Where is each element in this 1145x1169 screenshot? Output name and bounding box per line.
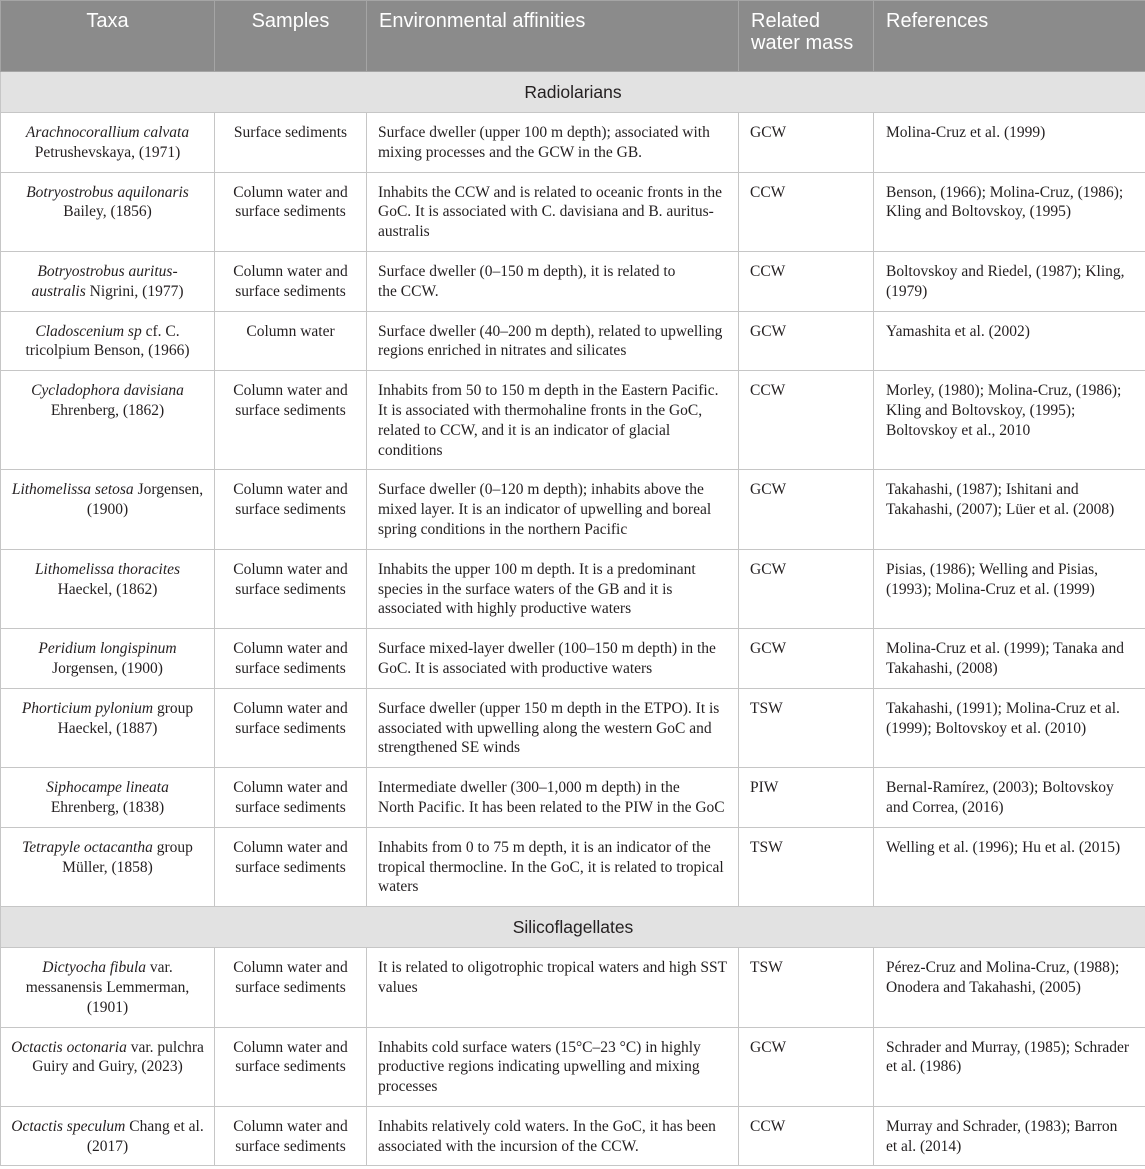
- water-mass-cell: GCW: [739, 311, 874, 371]
- table-row: [1, 1027, 1145, 1106]
- table-row: [1, 629, 1145, 689]
- environmental-affinities-cell: Intermediate dweller (300–1,000 m depth) in the North Pacific. It has been related to the PIW in the GoC: [367, 768, 739, 828]
- taxon-authority: group Haeckel, (1887): [57, 699, 194, 737]
- references-cell: Murray and Schrader, (1983); Barron et al. (2014): [874, 1106, 1145, 1166]
- taxon-name: Lithomelissa setosa: [11, 481, 134, 499]
- taxa-cell: [1, 549, 215, 628]
- environmental-affinities-cell: Inhabits from 0 to 75 m depth, it is an indicator of the tropical thermocline. In the GoC, it is related to tropical waters: [367, 827, 739, 906]
- taxon-name: Lithomelissa thoracites: [34, 560, 181, 578]
- taxa-cell: [1, 1027, 215, 1106]
- references-cell: Pisias, (1986); Welling and Pisias, (1993); Molina-Cruz et al. (1999): [874, 549, 1145, 628]
- header-references: References: [874, 1, 1145, 72]
- section-row-silicoflagellates: [1, 907, 1145, 948]
- taxon-name: Phorticium pylonium: [21, 699, 154, 717]
- water-mass-cell: GCW: [739, 549, 874, 628]
- samples-cell: Column water and surface sediments: [215, 549, 367, 628]
- taxon-authority: var. pulchra Guiry and Guiry, (2023): [32, 1038, 204, 1076]
- references-cell: Takahashi, (1991); Molina-Cruz et al. (1999); Boltovskoy et al. (2010): [874, 688, 1145, 767]
- taxon-name: Siphocampe lineata: [46, 779, 169, 797]
- taxon-authority: Ehrenberg, (1838): [50, 798, 165, 816]
- environmental-affinities-cell: Inhabits from 50 to 150 m depth in the Eastern Pacific. It is associated with thermohaline fronts in the GoC, related to CCW, and it is an indicator of glacial conditions: [367, 371, 739, 470]
- references-cell: Morley, (1980); Molina-Cruz, (1986); Kling and Boltovskoy, (1995); Boltovskoy et al., 2010: [874, 371, 1145, 470]
- taxon-authority: Haeckel, (1862): [57, 580, 158, 598]
- taxon-authority: Nigrini, (1977): [85, 282, 184, 300]
- water-mass-cell: PIW: [739, 768, 874, 828]
- samples-cell: Column water and surface sediments: [215, 768, 367, 828]
- references-cell: Molina-Cruz et al. (1999); Tanaka and Takahashi, (2008): [874, 629, 1145, 689]
- samples-cell: Column water and surface sediments: [215, 629, 367, 689]
- taxon-authority: var. messanensis Lemmerman, (1901): [25, 959, 190, 1016]
- header-related-water-mass: Related water mass: [739, 1, 874, 72]
- header-taxa: Taxa: [1, 1, 215, 72]
- samples-cell: Column water and surface sediments: [215, 1027, 367, 1106]
- water-mass-cell: CCW: [739, 371, 874, 470]
- environmental-affinities-cell: Surface dweller (upper 100 m depth); associated with mixing processes and the GCW in the GB.: [367, 113, 739, 173]
- taxa-cell: [1, 948, 215, 1027]
- taxa-cell: [1, 470, 215, 549]
- taxon-authority: Ehrenberg, (1862): [50, 401, 165, 419]
- table-row: [1, 251, 1145, 311]
- taxon-name: Botryostrobus aquilonaris: [26, 183, 189, 201]
- section-title: Silicoflagellates: [1, 907, 1145, 948]
- taxa-cell: [1, 311, 215, 371]
- taxon-name: Cycladophora davisiana: [31, 382, 184, 400]
- table-row: [1, 1106, 1145, 1166]
- taxa-cell: [1, 1106, 215, 1166]
- taxa-cell: [1, 768, 215, 828]
- section-title: Radiolarians: [1, 72, 1145, 113]
- table-row: [1, 172, 1145, 251]
- environmental-affinities-cell: It is related to oligotrophic tropical waters and high SST values: [367, 948, 739, 1027]
- table-header: [1, 1, 1145, 72]
- samples-cell: Column water and surface sediments: [215, 948, 367, 1027]
- samples-cell: Column water and surface sediments: [215, 1106, 367, 1166]
- table-header-row: [1, 1, 1145, 72]
- header-samples: Samples: [215, 1, 367, 72]
- environmental-affinities-cell: Inhabits the CCW and is related to oceanic fronts in the GoC. It is associated with C. davisiana and B. auritus- australis: [367, 172, 739, 251]
- taxon-name: Dictyocha fibula: [42, 959, 147, 977]
- environmental-affinities-cell: Inhabits the upper 100 m depth. It is a predominant species in the surface waters of the GB and it is associated with highly productive waters: [367, 549, 739, 628]
- samples-cell: Column water and surface sediments: [215, 470, 367, 549]
- references-cell: Molina-Cruz et al. (1999): [874, 113, 1145, 173]
- references-cell: Takahashi, (1987); Ishitani and Takahashi, (2007); Lüer et al. (2008): [874, 470, 1145, 549]
- environmental-affinities-cell: Surface mixed-layer dweller (100–150 m depth) in the GoC. It is associated with productive waters: [367, 629, 739, 689]
- environmental-affinities-cell: Surface dweller (40–200 m depth), related to upwelling regions enriched in nitrates and silicates: [367, 311, 739, 371]
- table-row: [1, 113, 1145, 173]
- references-cell: Pérez-Cruz and Molina-Cruz, (1988); Onodera and Takahashi, (2005): [874, 948, 1145, 1027]
- water-mass-cell: TSW: [739, 827, 874, 906]
- water-mass-cell: GCW: [739, 629, 874, 689]
- water-mass-cell: CCW: [739, 172, 874, 251]
- taxon-name: Tetrapyle octacantha: [22, 838, 153, 856]
- samples-cell: Column water: [215, 311, 367, 371]
- taxa-cell: [1, 172, 215, 251]
- taxa-cell: [1, 688, 215, 767]
- table-row: [1, 371, 1145, 470]
- taxon-name: Octactis speculum: [11, 1117, 126, 1135]
- references-cell: Welling et al. (1996); Hu et al. (2015): [874, 827, 1145, 906]
- table-row: [1, 688, 1145, 767]
- table-row: [1, 827, 1145, 906]
- samples-cell: Column water and surface sediments: [215, 371, 367, 470]
- water-mass-cell: GCW: [739, 1027, 874, 1106]
- taxa-cell: [1, 113, 215, 173]
- taxon-authority: Jorgensen, (1900): [86, 481, 204, 519]
- table-body: [1, 72, 1145, 1166]
- references-cell: Boltovskoy and Riedel, (1987); Kling, (1979): [874, 251, 1145, 311]
- water-mass-cell: GCW: [739, 113, 874, 173]
- taxon-name: Peridium longispinum: [38, 640, 177, 658]
- taxon-authority: group Müller, (1858): [62, 838, 193, 876]
- taxon-name: Cladoscenium sp: [35, 322, 142, 340]
- taxon-authority: Petrushevskaya, (1971): [34, 143, 181, 161]
- section-row-radiolarians: [1, 72, 1145, 113]
- taxon-name: Arachnocorallium calvata: [25, 124, 190, 141]
- table-row: [1, 549, 1145, 628]
- environmental-affinities-cell: Surface dweller (0–150 m depth), it is related to the CCW.: [367, 251, 739, 311]
- taxa-cell: [1, 371, 215, 470]
- environmental-affinities-cell: Surface dweller (upper 150 m depth in the ETPO). It is associated with upwelling along the western GoC and strengthened SE winds: [367, 688, 739, 767]
- references-cell: Yamashita et al. (2002): [874, 311, 1145, 371]
- table-row: [1, 948, 1145, 1027]
- samples-cell: Column water and surface sediments: [215, 688, 367, 767]
- references-cell: Schrader and Murray, (1985); Schrader et al. (1986): [874, 1027, 1145, 1106]
- taxa-cell: [1, 251, 215, 311]
- environmental-affinities-cell: Inhabits relatively cold waters. In the GoC, it has been associated with the incursion of the CCW.: [367, 1106, 739, 1166]
- water-mass-cell: TSW: [739, 948, 874, 1027]
- samples-cell: Column water and surface sediments: [215, 172, 367, 251]
- environmental-affinities-cell: Inhabits cold surface waters (15°C–23 °C) in highly productive regions indicating upwelling and mixing processes: [367, 1027, 739, 1106]
- taxon-name: Botryostrobus auritus- australis: [31, 262, 178, 300]
- header-environmental-affinities: Environmental affinities: [367, 1, 739, 72]
- environmental-affinities-cell: Surface dweller (0–120 m depth); inhabits above the mixed layer. It is an indicator of upwelling and boreal spring conditions in the northern Pacific: [367, 470, 739, 549]
- water-mass-cell: GCW: [739, 470, 874, 549]
- taxon-authority: cf. C. tricolpium Benson, (1966): [25, 322, 190, 360]
- samples-cell: Column water and surface sediments: [215, 827, 367, 906]
- water-mass-cell: CCW: [739, 1106, 874, 1166]
- samples-cell: Surface sediments: [215, 113, 367, 173]
- taxa-cell: [1, 827, 215, 906]
- water-mass-cell: CCW: [739, 251, 874, 311]
- table-row: [1, 311, 1145, 371]
- samples-cell: Column water and surface sediments: [215, 251, 367, 311]
- taxon-authority: Chang et al. (2017): [86, 1117, 204, 1155]
- references-cell: Bernal-Ramírez, (2003); Boltovskoy and Correa, (2016): [874, 768, 1145, 828]
- taxa-cell: [1, 629, 215, 689]
- references-cell: Benson, (1966); Molina-Cruz, (1986); Kling and Boltovskoy, (1995): [874, 172, 1145, 251]
- taxon-authority: Bailey, (1856): [63, 203, 152, 221]
- taxon-authority: Jorgensen, (1900): [52, 659, 163, 677]
- table-row: [1, 470, 1145, 549]
- water-mass-cell: TSW: [739, 688, 874, 767]
- table-row: [1, 768, 1145, 828]
- taxon-name: Octactis octonaria: [11, 1038, 127, 1056]
